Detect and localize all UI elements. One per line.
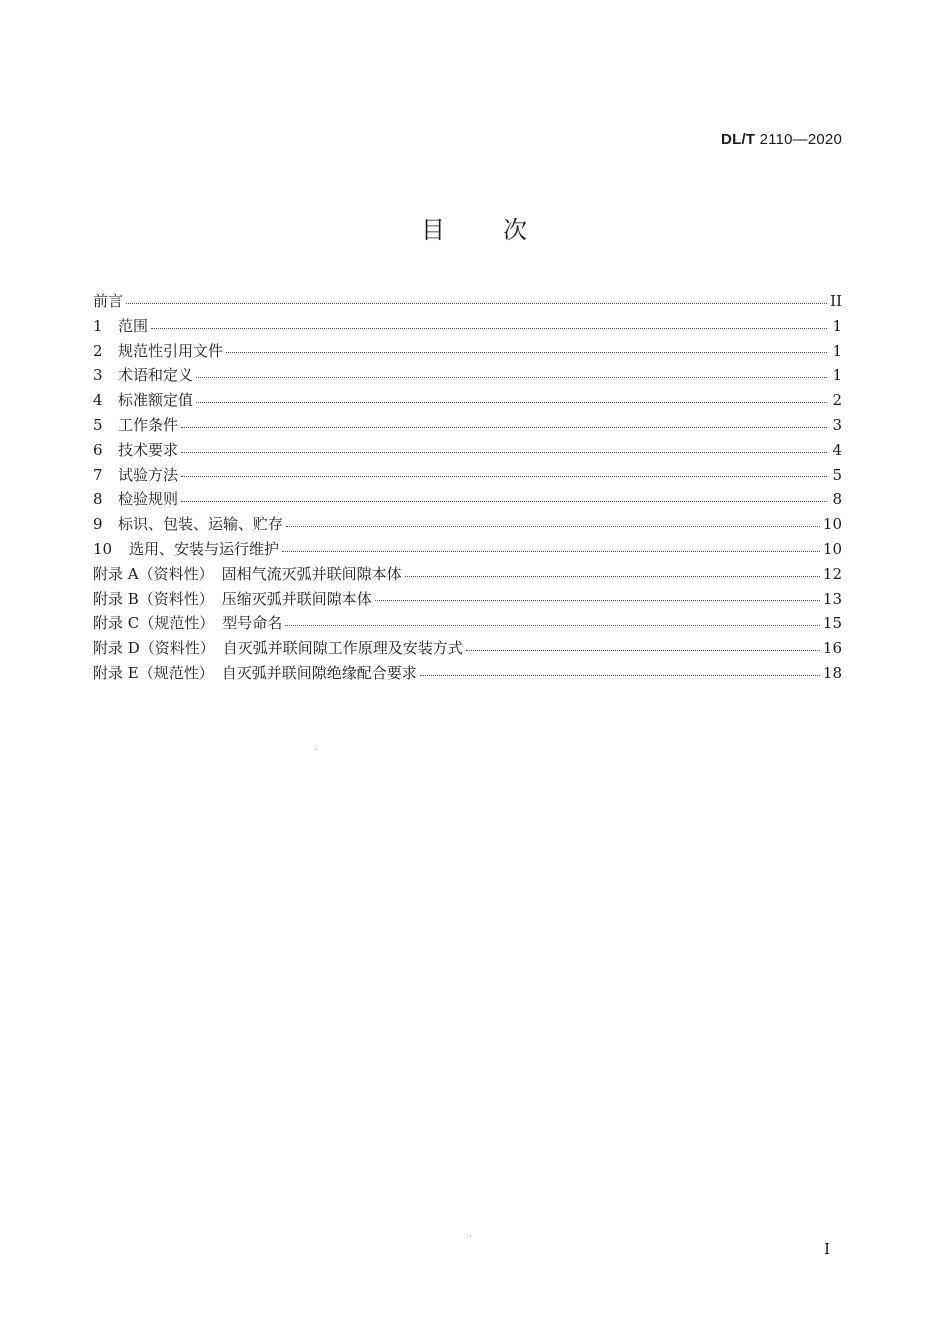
toc-entry-appendix-c[interactable] — [93, 611, 842, 636]
toc-appendix-prefix: 附录 D（资料性） — [93, 639, 215, 658]
toc-entry-number: 6 — [93, 440, 103, 459]
toc-entry-6[interactable] — [93, 438, 842, 463]
toc-entry-label: 固相气流灭弧并联间隙本体 — [221, 564, 402, 583]
toc-entry-10[interactable] — [93, 537, 842, 562]
toc-leader-dots — [151, 328, 827, 329]
toc-entry-label: 选用、安装与运行维护 — [129, 539, 280, 558]
toc-leader-dots — [181, 427, 827, 428]
toc-title-char-1: 目 — [421, 216, 447, 244]
toc-entry-page: 2 — [832, 391, 842, 410]
toc-entry-label: 自灭弧并联间隙工作原理及安装方式 — [222, 639, 463, 658]
toc-leader-dots — [375, 600, 820, 601]
toc-leader-dots — [285, 625, 820, 626]
toc-leader-dots — [286, 526, 820, 527]
toc-entry-page: 3 — [832, 415, 842, 434]
toc-entry-number: 8 — [93, 490, 103, 509]
toc-leader-dots — [420, 675, 820, 676]
toc-entry-page: 1 — [832, 366, 842, 385]
toc-entry-label: 试验方法 — [118, 465, 179, 484]
toc-entry-number: 1 — [93, 316, 103, 335]
toc-entry-page: 16 — [822, 639, 842, 658]
toc-entry-page: 4 — [832, 440, 842, 459]
toc-entry-page: 1 — [832, 316, 842, 335]
toc-appendix-prefix: 附录 A（资料性） — [93, 564, 214, 583]
document-code — [721, 131, 842, 148]
toc-entry-4[interactable] — [93, 388, 842, 413]
toc-title-char-2: 次 — [503, 216, 529, 244]
toc-entry-label: 前言 — [93, 292, 124, 310]
toc-entry-label: 标识、包装、运输、贮存 — [118, 515, 284, 534]
toc-entry-label: 范围 — [118, 316, 149, 335]
toc-entry-page: 10 — [822, 539, 842, 558]
document-code-number: 2110—2020 — [759, 131, 842, 148]
table-of-contents — [93, 289, 842, 686]
toc-appendix-prefix: 附录 B（资料性） — [93, 589, 214, 608]
toc-leader-dots — [196, 377, 827, 378]
toc-entry-label: 技术要求 — [118, 440, 179, 459]
toc-leader-dots — [181, 476, 827, 477]
toc-leader-dots — [196, 402, 827, 403]
toc-entry-number: 4 — [93, 391, 103, 410]
toc-entry-label: 规范性引用文件 — [118, 341, 224, 360]
page-number: I — [824, 1240, 830, 1258]
toc-entry-page: 8 — [832, 490, 842, 509]
toc-leader-dots — [226, 352, 827, 353]
toc-entry-label: 标准额定值 — [118, 391, 194, 410]
toc-title — [0, 210, 950, 245]
toc-entry-3[interactable] — [93, 363, 842, 388]
toc-leader-dots — [126, 303, 827, 304]
toc-entry-appendix-e[interactable] — [93, 661, 842, 686]
toc-entry-number: 2 — [93, 341, 103, 360]
toc-entry-number: 9 — [93, 515, 103, 534]
toc-entry-label: 术语和定义 — [118, 366, 194, 385]
toc-entry-page: 13 — [822, 589, 842, 608]
toc-entry-label: 型号命名 — [222, 614, 283, 633]
toc-entry-page: 15 — [822, 614, 842, 633]
toc-entry-7[interactable] — [93, 463, 842, 488]
toc-leader-dots — [282, 551, 820, 552]
toc-entry-number: 5 — [93, 415, 103, 434]
toc-entry-appendix-b[interactable] — [93, 587, 842, 612]
document-code-prefix: DL/T — [721, 131, 756, 148]
toc-entry-page: 12 — [822, 564, 842, 583]
toc-entry-label: 压缩灭弧并联间隙本体 — [221, 589, 372, 608]
toc-entry-number: 10 — [93, 539, 113, 558]
toc-entry-label: 工作条件 — [118, 415, 179, 434]
toc-leader-dots — [181, 452, 827, 453]
toc-entry-page: II — [830, 292, 842, 310]
toc-entry-9[interactable] — [93, 512, 842, 537]
toc-leader-dots — [405, 576, 820, 577]
toc-entry-2[interactable] — [93, 339, 842, 364]
toc-appendix-prefix: 附录 C（规范性） — [93, 614, 215, 633]
toc-entry-foreword[interactable] — [93, 289, 842, 314]
toc-leader-dots — [181, 501, 827, 502]
toc-appendix-prefix: 附录 E（规范性） — [93, 663, 214, 682]
toc-entry-label: 检验规则 — [118, 490, 179, 509]
toc-entry-label: 自灭弧并联间隙绝缘配合要求 — [221, 663, 417, 682]
scan-speck — [470, 1236, 471, 1237]
toc-entry-page: 1 — [832, 341, 842, 360]
toc-entry-page: 10 — [822, 515, 842, 534]
toc-entry-1[interactable] — [93, 314, 842, 339]
toc-entry-number: 3 — [93, 366, 103, 385]
scan-speck — [316, 749, 317, 750]
toc-entry-number: 7 — [93, 465, 103, 484]
toc-entry-page: 18 — [822, 663, 842, 682]
toc-entry-page: 5 — [832, 465, 842, 484]
toc-leader-dots — [466, 650, 820, 651]
toc-entry-8[interactable] — [93, 487, 842, 512]
toc-entry-appendix-d[interactable] — [93, 636, 842, 661]
toc-entry-5[interactable] — [93, 413, 842, 438]
toc-entry-appendix-a[interactable] — [93, 562, 842, 587]
